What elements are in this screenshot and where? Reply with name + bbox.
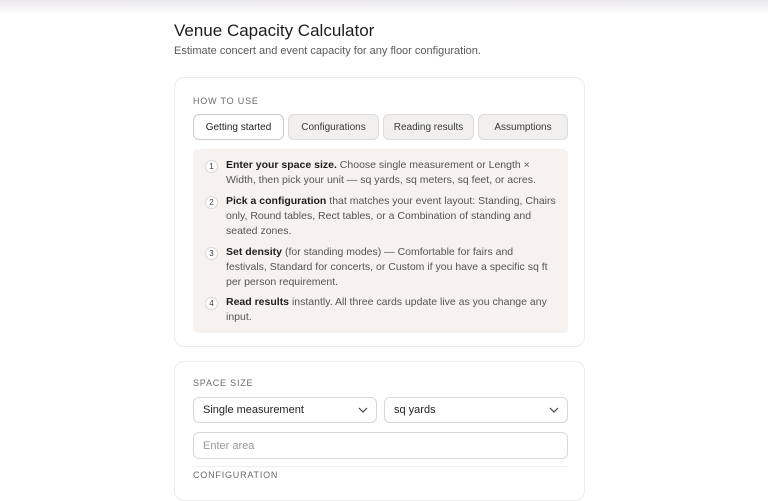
step-number: 4: [205, 297, 218, 310]
space-size-label: SPACE SIZE: [193, 378, 254, 388]
tab-getting-started[interactable]: Getting started: [193, 114, 284, 140]
step-text: Pick a configuration that matches your event layout: Standing, Chairs only, Round tables, Rect tables, or a Combination of standing and seated zones.: [226, 195, 556, 237]
tab-reading-results[interactable]: Reading results: [383, 114, 474, 140]
tab-configurations[interactable]: Configurations: [288, 114, 379, 140]
configuration-label: CONFIGURATION: [193, 470, 279, 480]
chevron-down-icon: [358, 406, 368, 414]
how-to-use-card: [174, 77, 585, 347]
space-size-card: [174, 361, 585, 501]
divider: [193, 466, 568, 467]
step-number: 2: [205, 196, 218, 209]
step-number: 3: [205, 247, 218, 260]
getting-started-steps: [193, 149, 568, 333]
area-input[interactable]: [193, 432, 568, 459]
step-text: Set density (for standing modes) — Comfortable for fairs and festivals, Standard for concerts, or Custom if you have a specific sq ft per person requirement.: [226, 246, 548, 288]
chevron-down-icon: [549, 406, 559, 414]
how-to-use-label: HOW TO USE: [193, 96, 259, 106]
tab-assumptions[interactable]: Assumptions: [478, 114, 568, 140]
unit-select[interactable]: [384, 397, 568, 423]
step-text: Enter your space size. Choose single measurement or Length × Width, then pick your unit — sq yards, sq meters, sq feet, or acres.: [226, 159, 536, 186]
measurement-type-select[interactable]: [193, 397, 377, 423]
top-shadow: [0, 0, 768, 14]
page-subtitle: Estimate concert and event capacity for any floor configuration.: [174, 45, 481, 57]
step-number: 1: [205, 160, 218, 173]
page-title: Venue Capacity Calculator: [174, 21, 375, 40]
unit-value: sq yards: [394, 404, 436, 416]
step-text: Read results instantly. All three cards update live as you change any input.: [226, 296, 547, 323]
measurement-type-value: Single measurement: [203, 404, 304, 416]
